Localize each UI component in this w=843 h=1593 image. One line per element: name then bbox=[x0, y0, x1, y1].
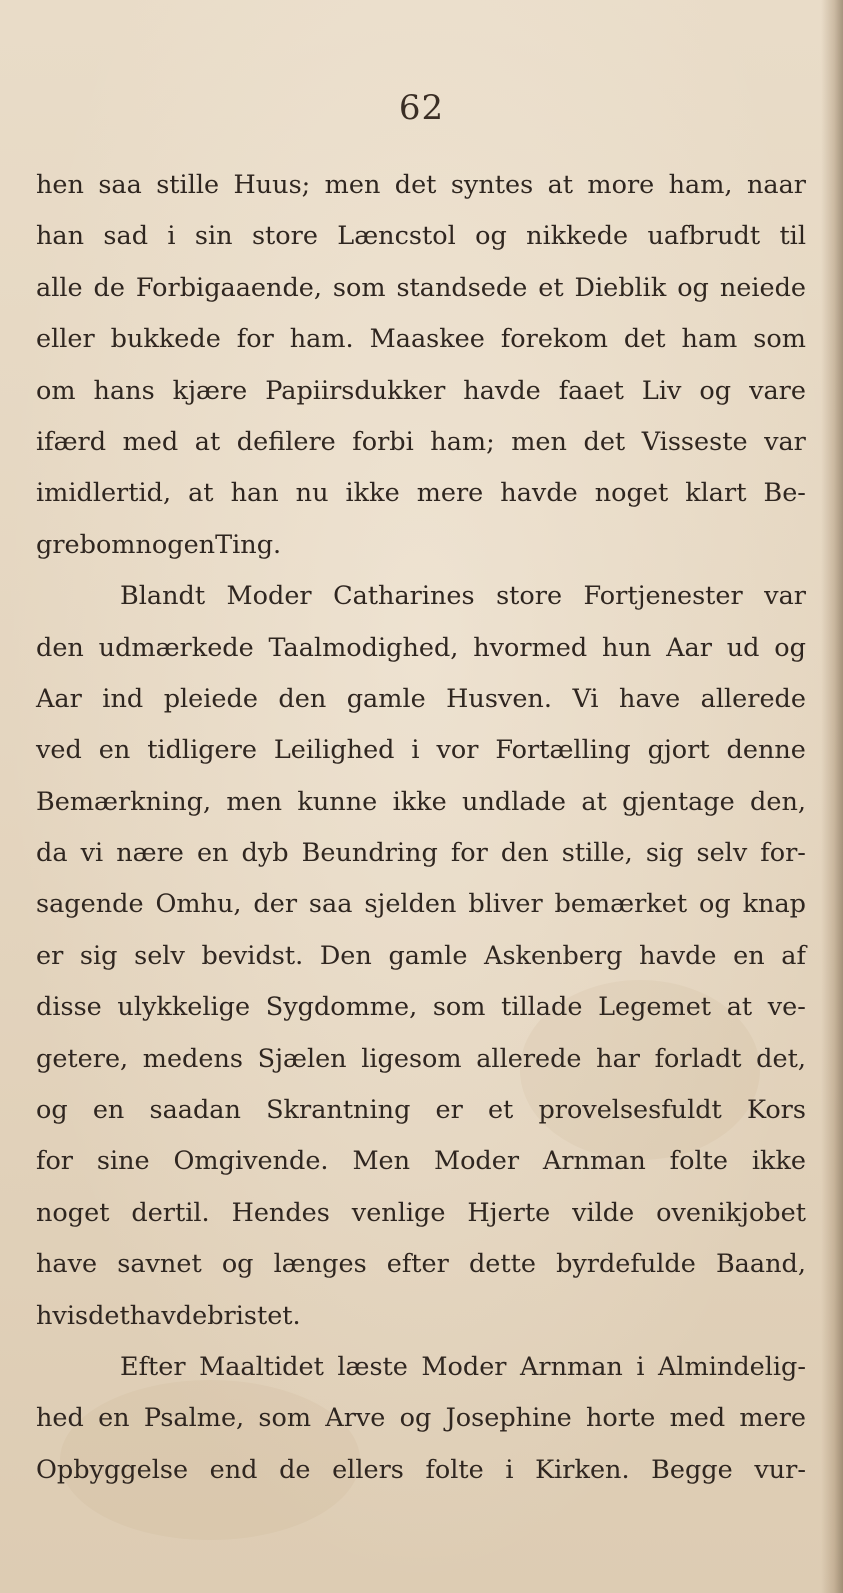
word: saa bbox=[308, 889, 353, 920]
text-line bbox=[36, 674, 806, 725]
word: Hendes bbox=[231, 1197, 330, 1228]
word: det bbox=[88, 1300, 130, 1331]
word: en bbox=[98, 735, 131, 766]
word: eller bbox=[36, 324, 95, 355]
word: Ting. bbox=[215, 529, 282, 560]
word: og bbox=[36, 1095, 68, 1126]
word: disse bbox=[36, 992, 102, 1023]
text-line bbox=[36, 1239, 806, 1290]
word: nogen bbox=[135, 529, 216, 560]
word: sig bbox=[79, 940, 118, 971]
word: Almindelig- bbox=[657, 1351, 806, 1382]
word: Arnman bbox=[519, 1351, 623, 1382]
word: tidligere bbox=[147, 735, 257, 766]
word: gamle bbox=[346, 683, 426, 714]
page-edge-shadow bbox=[821, 0, 843, 1593]
word: læste bbox=[337, 1351, 408, 1382]
word: da bbox=[36, 838, 68, 869]
word: vi bbox=[80, 838, 104, 869]
word: Leilighed bbox=[273, 735, 395, 766]
word: sagende bbox=[36, 889, 144, 920]
word: hvis bbox=[36, 1300, 89, 1331]
word: Begge bbox=[651, 1454, 733, 1485]
word: Fortjenester bbox=[583, 581, 743, 612]
word: forladt bbox=[654, 1043, 742, 1074]
word: Moder bbox=[421, 1351, 507, 1382]
word: naar bbox=[746, 170, 806, 200]
word: Liv bbox=[641, 375, 682, 406]
text-line bbox=[36, 1291, 806, 1342]
word: men bbox=[226, 786, 283, 817]
word: Vi bbox=[572, 683, 599, 714]
word: var bbox=[764, 426, 806, 457]
word: og bbox=[677, 272, 709, 303]
word: at bbox=[581, 786, 607, 817]
word: end bbox=[209, 1454, 258, 1485]
word: Moder bbox=[226, 581, 312, 612]
word: bukkede bbox=[110, 324, 221, 355]
word: faaet bbox=[558, 375, 624, 406]
word: et bbox=[487, 1095, 514, 1126]
word: ham, bbox=[668, 170, 733, 200]
word: Aar bbox=[666, 632, 712, 663]
word: standsede bbox=[396, 272, 528, 303]
word: og bbox=[221, 1249, 254, 1280]
word: Sygdomme, bbox=[265, 992, 418, 1023]
word: ulykkelige bbox=[117, 992, 251, 1023]
word: ham bbox=[681, 324, 738, 355]
word: ind bbox=[102, 683, 144, 714]
text-line bbox=[36, 725, 806, 776]
word: hun bbox=[601, 632, 652, 663]
word: ikke bbox=[392, 786, 447, 817]
word: stille bbox=[156, 170, 220, 200]
word: udmærkede bbox=[98, 632, 254, 663]
word: Baand, bbox=[715, 1249, 806, 1280]
word: vilde bbox=[572, 1197, 635, 1228]
word: saadan bbox=[149, 1095, 241, 1126]
word: Maaltidet bbox=[199, 1351, 324, 1382]
word: han bbox=[36, 221, 85, 252]
word: Omhu, bbox=[155, 889, 242, 920]
word: selv bbox=[134, 940, 185, 971]
word: de bbox=[279, 1454, 311, 1485]
word: Visseste bbox=[641, 426, 748, 457]
word: Kirken. bbox=[535, 1454, 630, 1485]
word: i bbox=[167, 221, 176, 252]
word: klart bbox=[685, 478, 747, 509]
word: men bbox=[324, 170, 381, 200]
text-line bbox=[36, 623, 806, 674]
word: nære bbox=[116, 838, 184, 869]
word: vare bbox=[749, 375, 806, 406]
word: om bbox=[95, 529, 136, 560]
word: bevidst. bbox=[201, 940, 304, 971]
word: der bbox=[253, 889, 298, 920]
word: og bbox=[475, 221, 507, 252]
word: havde bbox=[639, 940, 717, 971]
body-text bbox=[36, 160, 806, 1496]
word: Efter bbox=[120, 1351, 186, 1382]
word: neiede bbox=[719, 272, 806, 303]
word: Dieblik bbox=[574, 272, 667, 303]
word: sig bbox=[645, 838, 684, 869]
text-line bbox=[36, 417, 806, 468]
text-line bbox=[36, 366, 806, 417]
word: var bbox=[764, 581, 806, 612]
word: more bbox=[587, 170, 655, 200]
word: saa bbox=[98, 170, 142, 200]
word: nikkede bbox=[526, 221, 629, 252]
word: han bbox=[230, 478, 279, 509]
word: ligesom bbox=[361, 1043, 462, 1074]
word: og bbox=[699, 889, 731, 920]
word: for bbox=[450, 838, 488, 869]
word: med bbox=[122, 426, 179, 457]
word: og bbox=[774, 632, 806, 663]
word: det bbox=[623, 324, 666, 355]
word: store bbox=[251, 221, 318, 252]
word: defilere bbox=[236, 426, 336, 457]
word: folte bbox=[425, 1454, 484, 1485]
word: forekom bbox=[500, 324, 608, 355]
word: kjære bbox=[172, 375, 248, 406]
word: provelsesfuldt bbox=[538, 1095, 722, 1126]
word: imidlertid, bbox=[36, 478, 172, 509]
word: sin bbox=[194, 221, 233, 252]
word: er bbox=[435, 1095, 463, 1126]
word: en bbox=[196, 838, 229, 869]
word: Huus; bbox=[233, 170, 311, 200]
text-line bbox=[36, 1188, 806, 1239]
word: ve- bbox=[767, 992, 806, 1023]
word: Opbyggelse bbox=[36, 1454, 189, 1485]
word: undlade bbox=[462, 786, 566, 817]
word: den bbox=[278, 683, 327, 714]
word: ovenikjobet bbox=[656, 1197, 806, 1228]
word: vor bbox=[436, 735, 479, 766]
word: have bbox=[36, 1249, 98, 1280]
word: savnet bbox=[117, 1249, 202, 1280]
word: det bbox=[394, 170, 437, 200]
word: pleiede bbox=[163, 683, 258, 714]
word: Moder bbox=[433, 1146, 520, 1177]
text-line bbox=[36, 1393, 806, 1444]
word: noget bbox=[594, 478, 669, 509]
word: venlige bbox=[351, 1197, 446, 1228]
word: havde bbox=[129, 1300, 208, 1331]
word: efter bbox=[386, 1249, 449, 1280]
text-line bbox=[36, 1085, 806, 1136]
word: ellers bbox=[332, 1454, 404, 1485]
word: Læncstol bbox=[337, 221, 456, 252]
word: vur- bbox=[754, 1454, 806, 1485]
text-line bbox=[36, 828, 806, 879]
word: ved bbox=[36, 735, 82, 766]
text-line bbox=[36, 468, 806, 519]
word: den bbox=[500, 838, 549, 869]
word: getere, bbox=[36, 1043, 129, 1074]
word: en bbox=[92, 1095, 125, 1126]
word: at bbox=[547, 170, 574, 200]
word: et bbox=[538, 272, 564, 303]
word: Bemærkning, bbox=[36, 786, 212, 817]
text-line bbox=[36, 1034, 806, 1085]
word: i bbox=[411, 735, 420, 766]
word: at bbox=[726, 992, 753, 1023]
word: Men bbox=[352, 1146, 411, 1177]
text-line bbox=[36, 263, 806, 314]
word: sjelden bbox=[364, 889, 457, 920]
word: den bbox=[36, 632, 84, 663]
word: for bbox=[36, 1146, 73, 1177]
word: gjort bbox=[647, 735, 710, 766]
word: med bbox=[669, 1403, 726, 1434]
word: sine bbox=[96, 1146, 150, 1177]
text-line bbox=[36, 314, 806, 365]
word: Legemet bbox=[598, 992, 712, 1023]
word: og bbox=[699, 375, 732, 406]
word: de bbox=[93, 272, 125, 303]
word: Papiirsdukker bbox=[265, 375, 446, 406]
text-line bbox=[36, 1136, 806, 1187]
page-number: 62 bbox=[398, 88, 445, 128]
word: dyb bbox=[241, 838, 289, 869]
word: det, bbox=[756, 1043, 806, 1074]
word: Arve bbox=[325, 1403, 386, 1434]
word: i bbox=[636, 1351, 645, 1382]
word: medens bbox=[142, 1043, 243, 1074]
word: byrdefulde bbox=[556, 1249, 696, 1280]
word: hen bbox=[36, 170, 84, 200]
word: en bbox=[733, 940, 765, 971]
word: Den bbox=[319, 940, 372, 971]
word: horte bbox=[586, 1403, 656, 1434]
word: af bbox=[781, 940, 806, 971]
word: ham. bbox=[289, 324, 354, 355]
word: stille, bbox=[561, 838, 633, 869]
text-line bbox=[36, 1445, 806, 1496]
word: som bbox=[753, 324, 806, 355]
text-line bbox=[36, 777, 806, 828]
word: Taalmodighed, bbox=[268, 632, 459, 663]
word: hed bbox=[36, 1403, 84, 1434]
word: som bbox=[332, 272, 386, 303]
word: ud bbox=[726, 632, 760, 663]
word: er bbox=[36, 940, 64, 971]
word: ikke bbox=[751, 1146, 806, 1177]
text-line bbox=[36, 520, 806, 571]
word: store bbox=[496, 581, 563, 612]
word: Fortælling bbox=[495, 735, 631, 766]
word: det bbox=[583, 426, 626, 457]
word: ikke bbox=[345, 478, 400, 509]
paragraph-first-line bbox=[36, 1342, 806, 1393]
word: greb bbox=[36, 529, 96, 560]
word: bemærket bbox=[554, 889, 688, 920]
word: nu bbox=[295, 478, 329, 509]
word: dertil. bbox=[131, 1197, 210, 1228]
word: Josephine bbox=[445, 1403, 572, 1434]
word: alle bbox=[36, 272, 83, 303]
word: Askenberg bbox=[484, 940, 623, 971]
word: om bbox=[36, 375, 76, 406]
word: længes bbox=[273, 1249, 367, 1280]
word: den, bbox=[750, 786, 806, 817]
word: Omgivende. bbox=[173, 1146, 329, 1177]
word: have bbox=[619, 683, 681, 714]
word: Psalme, bbox=[143, 1403, 245, 1434]
word: hans bbox=[93, 375, 155, 406]
text-line bbox=[36, 982, 806, 1033]
word: har bbox=[596, 1043, 640, 1074]
word: havde bbox=[463, 375, 541, 406]
word: Sjælen bbox=[257, 1043, 347, 1074]
word: forbi bbox=[352, 426, 414, 457]
word: selv bbox=[696, 838, 748, 869]
paragraph-first-line bbox=[36, 571, 806, 622]
word: Beundring bbox=[301, 838, 438, 869]
word: Husven. bbox=[446, 683, 552, 714]
word: til bbox=[779, 221, 806, 252]
word: dette bbox=[468, 1249, 536, 1280]
word: Catharines bbox=[333, 581, 475, 612]
word: Aar bbox=[36, 683, 82, 714]
word: gjentage bbox=[622, 786, 735, 817]
word: Kors bbox=[746, 1095, 806, 1126]
word: mere bbox=[739, 1403, 806, 1434]
word: Be- bbox=[763, 478, 806, 509]
word: Blandt bbox=[120, 581, 206, 612]
word: ham; bbox=[430, 426, 495, 457]
word: uafbrudt bbox=[647, 221, 761, 252]
word: tillade bbox=[501, 992, 583, 1023]
word: ifærd bbox=[36, 426, 107, 457]
text-line bbox=[36, 160, 806, 211]
word: gamle bbox=[388, 940, 468, 971]
word: for bbox=[236, 324, 274, 355]
word: men bbox=[511, 426, 567, 457]
word: som bbox=[432, 992, 486, 1023]
word: allerede bbox=[700, 683, 806, 714]
text-line bbox=[36, 211, 806, 262]
word: en bbox=[98, 1403, 130, 1434]
word: i bbox=[505, 1454, 514, 1485]
word: mere bbox=[416, 478, 484, 509]
word: bristet. bbox=[207, 1300, 301, 1331]
word: at bbox=[194, 426, 221, 457]
word: Arnman bbox=[542, 1146, 646, 1177]
word: havde bbox=[500, 478, 578, 509]
text-line bbox=[36, 931, 806, 982]
word: Maaskee bbox=[369, 324, 485, 355]
word: folte bbox=[669, 1146, 728, 1177]
word: for- bbox=[760, 838, 806, 869]
word: hvormed bbox=[473, 632, 588, 663]
word: som bbox=[258, 1403, 312, 1434]
word: og bbox=[399, 1403, 432, 1434]
word: at bbox=[188, 478, 214, 509]
word: noget bbox=[36, 1197, 110, 1228]
word: Forbigaaende, bbox=[135, 272, 322, 303]
text-line bbox=[36, 879, 806, 930]
word: knap bbox=[742, 889, 806, 920]
word: bliver bbox=[468, 889, 543, 920]
word: syntes bbox=[450, 170, 534, 200]
word: Hjerte bbox=[467, 1197, 551, 1228]
word: sad bbox=[103, 221, 149, 252]
word: denne bbox=[726, 735, 806, 766]
word: allerede bbox=[476, 1043, 582, 1074]
word: Skrantning bbox=[266, 1095, 411, 1126]
word: kunne bbox=[297, 786, 378, 817]
